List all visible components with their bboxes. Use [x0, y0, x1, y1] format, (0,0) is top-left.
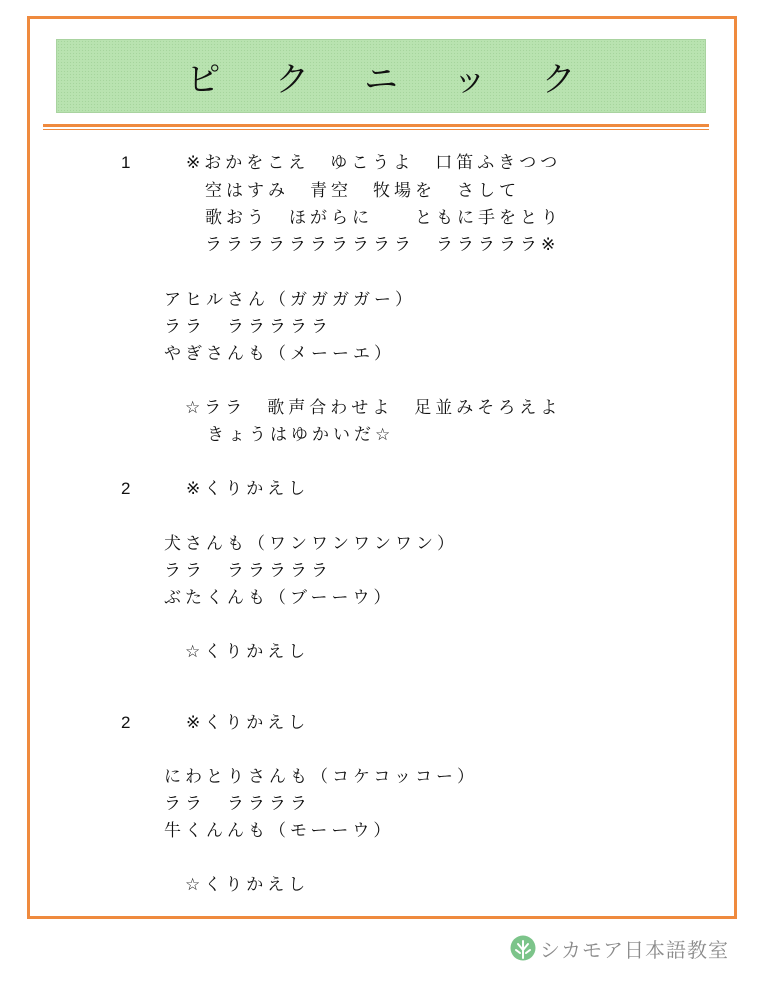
lyric-line: ララ ラララララ [164, 561, 332, 581]
lyric-line: ※おかをこえ ゆこうよ 口笛ふきつつ [186, 153, 562, 173]
chorus-line: ☆ララ 歌声合わせよ 足並みそろえよ [185, 398, 562, 418]
title-rule [43, 124, 709, 127]
tree-icon [510, 935, 536, 961]
lyric-line: にわとりさんも（コケコッコー） [164, 767, 478, 787]
chorus-line: きょうはゆかいだ☆ [207, 425, 395, 445]
lyric-line: ララララララララララ ラララララ※ [205, 235, 560, 255]
verse-number: 1 [121, 153, 131, 172]
logo-text: シカモア日本語教室 [540, 937, 729, 962]
lyric-line: 牛くんんも（モーーウ） [164, 821, 395, 841]
lyric-line: ララ ララララ [164, 794, 311, 814]
title-rule-thin [43, 129, 709, 130]
chorus-line: ☆くりかえし [185, 642, 310, 662]
lyric-line: ※くりかえし [186, 713, 310, 733]
lyric-line: ぶたくんも（ブーーウ） [164, 588, 395, 608]
title-banner [56, 39, 706, 113]
school-logo [510, 934, 729, 962]
verse-number: 2 [121, 479, 131, 498]
lyric-line: 歌おう ほがらに ともに手をとり [205, 208, 562, 228]
lyric-line: ※くりかえし [186, 479, 310, 499]
lyric-line: 犬さんも（ワンワンワンワン） [164, 534, 458, 554]
lyric-line: ララ ラララララ [164, 317, 332, 337]
verse-number: 2 [121, 713, 131, 732]
lyric-line: 空はすみ 青空 牧場を さして [205, 181, 520, 201]
lyric-line: やぎさんも（メーーエ） [164, 344, 395, 364]
page-title: ピ ク ニ ッ ク [186, 59, 598, 100]
chorus-line: ☆くりかえし [185, 875, 310, 895]
lyric-line: アヒルさん（ガガガガー） [164, 290, 416, 310]
